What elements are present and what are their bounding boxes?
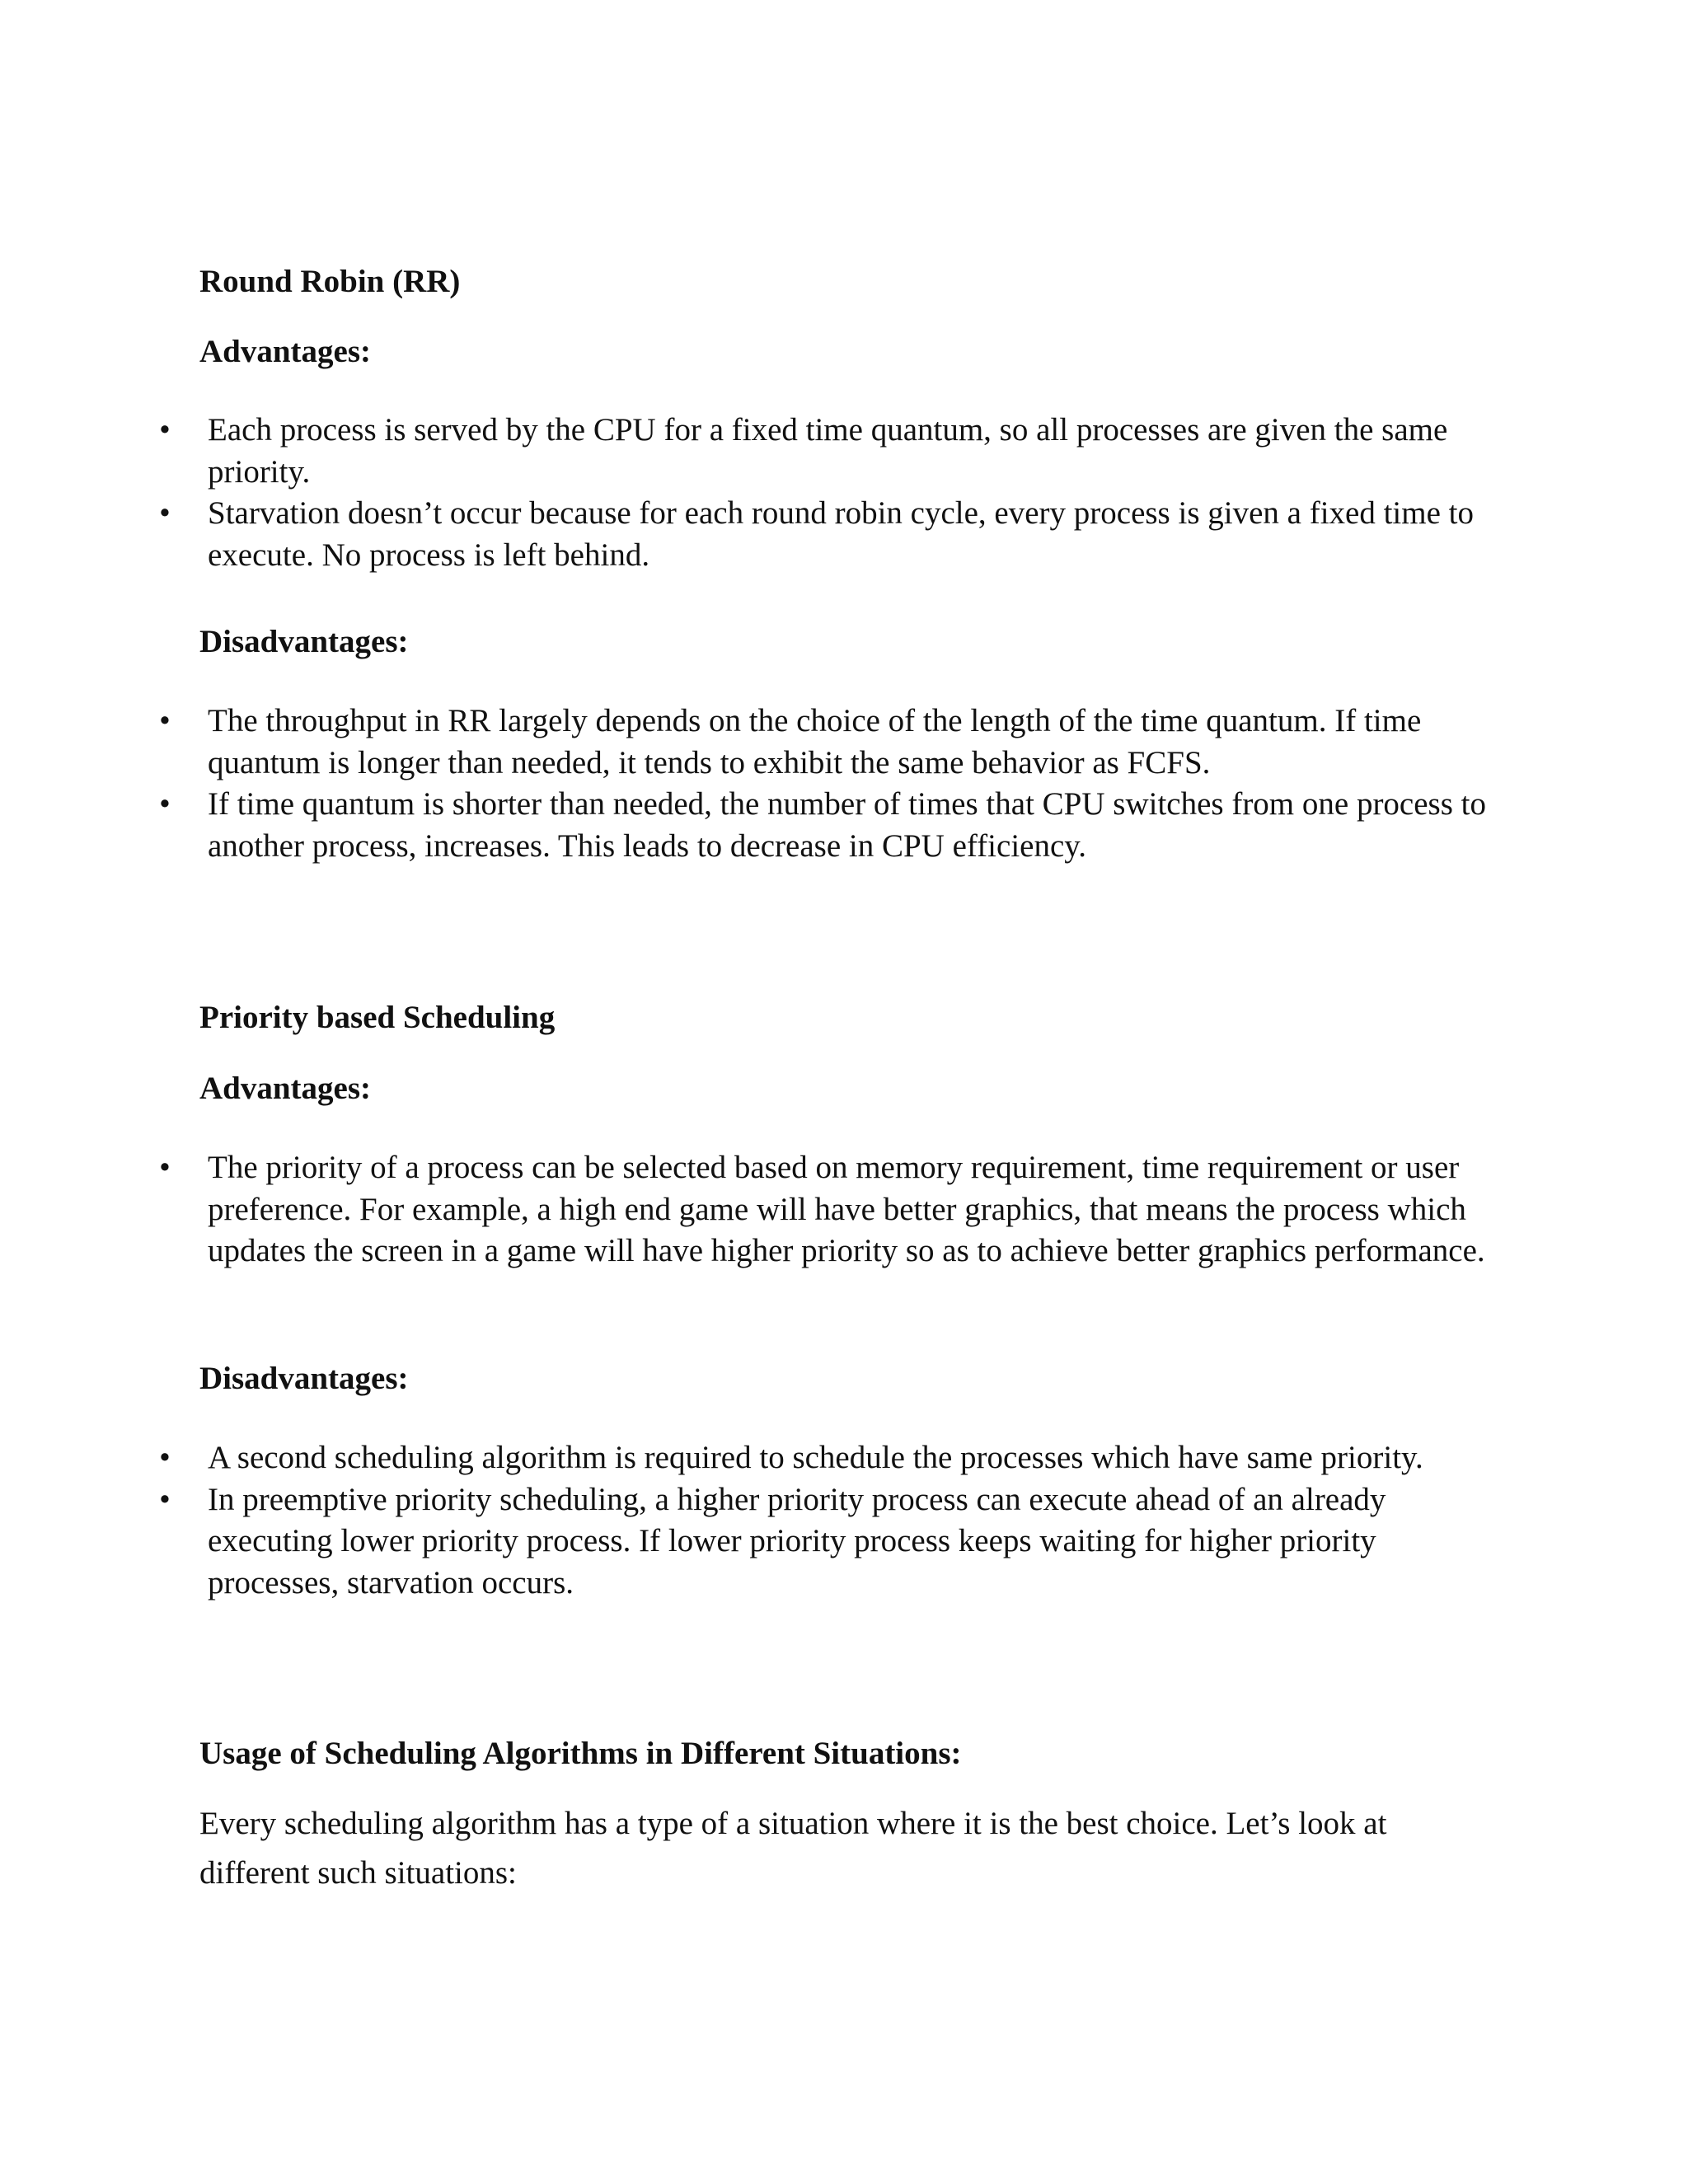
list-item <box>0 1147 1493 1272</box>
priority-advantages-list <box>0 1147 1493 1272</box>
list-item <box>0 784 1493 867</box>
usage-title: Usage of Scheduling Algorithms in Different Situations: <box>199 1736 962 1771</box>
usage-intro: Every scheduling algorithm has a type of a situation where it is the best choice. Let’s look at different such situations: <box>199 1806 1387 1891</box>
list-item-text: If time quantum is shorter than needed, the number of times that CPU switches from one process to another process, increases. This leads to decrease in CPU efficiency. <box>208 786 1486 864</box>
priority-disadvantages-list <box>0 1437 1493 1604</box>
bullet-icon: • <box>159 1150 171 1185</box>
bullet-icon: • <box>159 412 171 448</box>
list-item <box>0 1479 1493 1605</box>
list-item <box>0 493 1493 576</box>
rr-disadvantages-list <box>0 701 1493 867</box>
list-item-text: In preemptive priority scheduling, a higher priority process can execute ahead of an already executing lower priority process. If lower priority process keeps waiting for higher priority processes, starvation occurs. <box>208 1481 1386 1601</box>
list-item-text: A second scheduling algorithm is required to schedule the processes which have same priority. <box>208 1440 1423 1475</box>
bullet-icon: • <box>159 1440 171 1475</box>
list-item-text: The priority of a process can be selected based on memory requirement, time requirement or user preference. For example, a high end game will have better graphics, that means the process which updates the screen in a game will have higher priority so as to achieve better graphics performance. <box>208 1150 1485 1268</box>
priority-title: Priority based Scheduling <box>199 1000 556 1035</box>
bullet-icon: • <box>159 786 171 822</box>
rr-disadvantages-label: Disadvantages: <box>199 624 409 659</box>
bullet-icon: • <box>159 495 171 531</box>
list-item-text: Starvation doesn’t occur because for each round robin cycle, every process is given a fixed time to execute. No process is left behind. <box>208 495 1474 573</box>
bullet-icon: • <box>159 703 171 738</box>
bullet-icon: • <box>159 1481 171 1517</box>
list-item <box>0 1437 1493 1479</box>
rr-title: Round Robin (RR) <box>199 264 461 299</box>
rr-advantages-list <box>0 410 1493 576</box>
rr-advantages-label: Advantages: <box>199 334 372 369</box>
list-item <box>0 701 1493 784</box>
priority-disadvantages-label: Disadvantages: <box>199 1361 409 1396</box>
list-item-text: Each process is served by the CPU for a fixed time quantum, so all processes are given the same priority. <box>208 412 1448 490</box>
list-item-text: The throughput in RR largely depends on the choice of the length of the time quantum. If time quantum is longer than needed, it tends to exhibit the same behavior as FCFS. <box>208 703 1422 780</box>
priority-advantages-label: Advantages: <box>199 1071 372 1106</box>
list-item <box>0 410 1493 493</box>
